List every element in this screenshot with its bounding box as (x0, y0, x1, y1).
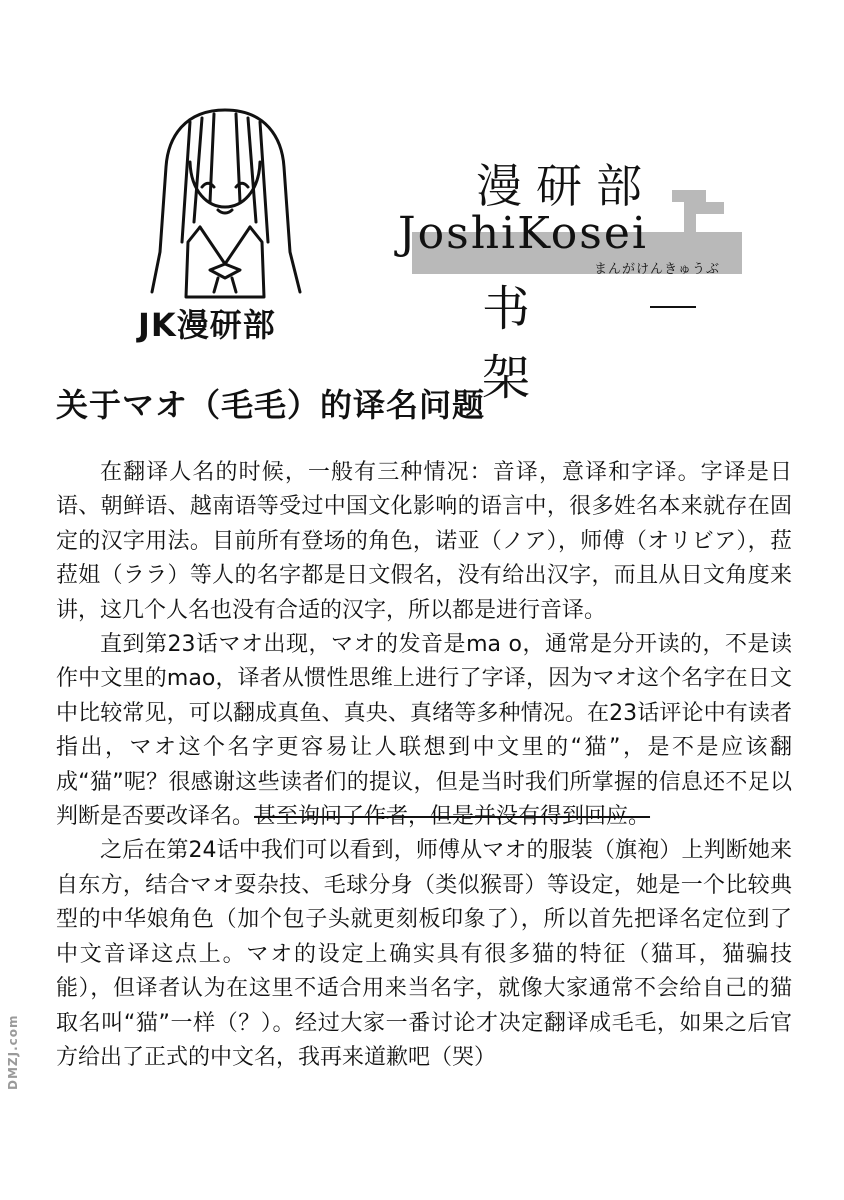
bookshelf-label: 书架 (482, 281, 623, 406)
club-name-chinese: 漫研部 (476, 159, 656, 213)
site-watermark: DMZJ.com (6, 1014, 20, 1090)
struck-through-text: 甚至询问了作者，但是并没有得到回应。 (254, 804, 651, 830)
paragraph-text: 在翻译人名的时候，一般有三种情况：音译，意译和字译。字译是日语、朝鲜语、越南语等受过中国文化影响的语言中，很多姓名本来就存在固定的汉字用法。目前所有登场的角色，诺亚（ノア），师傅（オリビア），菈菈姐（ララ）等人的名字都是日文假名，没有给出汉字，而且从日文角度来讲，这几个人名也没有合适的汉字，所以都是进行音译。 (56, 460, 792, 623)
paragraph-1 (56, 456, 792, 628)
club-wordmark (398, 150, 758, 406)
jk-club-caption: JK漫研部 (138, 306, 276, 344)
bookshelf-underline (650, 306, 696, 308)
paragraph-text: 之后在第24话中我们可以看到，师傅从マオ的服装（旗袍）上判断她来自东方，结合マオ耍杂技、毛球分身（类似猴哥）等设定，她是一个比较典型的中华娘角色（加个包子头就更刻板印象了），所以首先把译名定位到了中文音译这点上。マオ的设定上确实具有很多猫的特征（猫耳，猫骗技能），但译者认为在这里不适合用来当名字，就像大家通常不会给自己的猫取名叫“猫”一样（？）。经过大家一番讨论才决定翻译成毛毛，如果之后官方给出了正式的中文名，我再来道歉吧（哭） (56, 838, 792, 1070)
club-name-english: JoshiKosei (398, 208, 648, 259)
club-name-kana: まんがけんきゅうぶ (594, 262, 721, 277)
gray-brush-mark (666, 180, 730, 234)
paragraph-text: 直到第23话マオ出现，マオ的发音是ma o，通常是分开读的，不是读作中文里的mao，译者从惯性思维上进行了字译，因为マオ这个名字在日文中比较常见，可以翻成真鱼、真央、真绪等多种情况。在23话评论中有读者指出，マオ这个名字更容易让人联想到中文里的“猫”，是不是应该翻成“猫”呢？很感谢这些读者们的提议，但是当时我们所掌握的信息还不足以判断是否要改译名。 (56, 632, 792, 830)
paragraph-2 (56, 628, 792, 834)
article-body (56, 456, 792, 1075)
article-title: 关于マオ（毛毛）的译名问题 (56, 386, 486, 424)
paragraph-3 (56, 834, 792, 1075)
